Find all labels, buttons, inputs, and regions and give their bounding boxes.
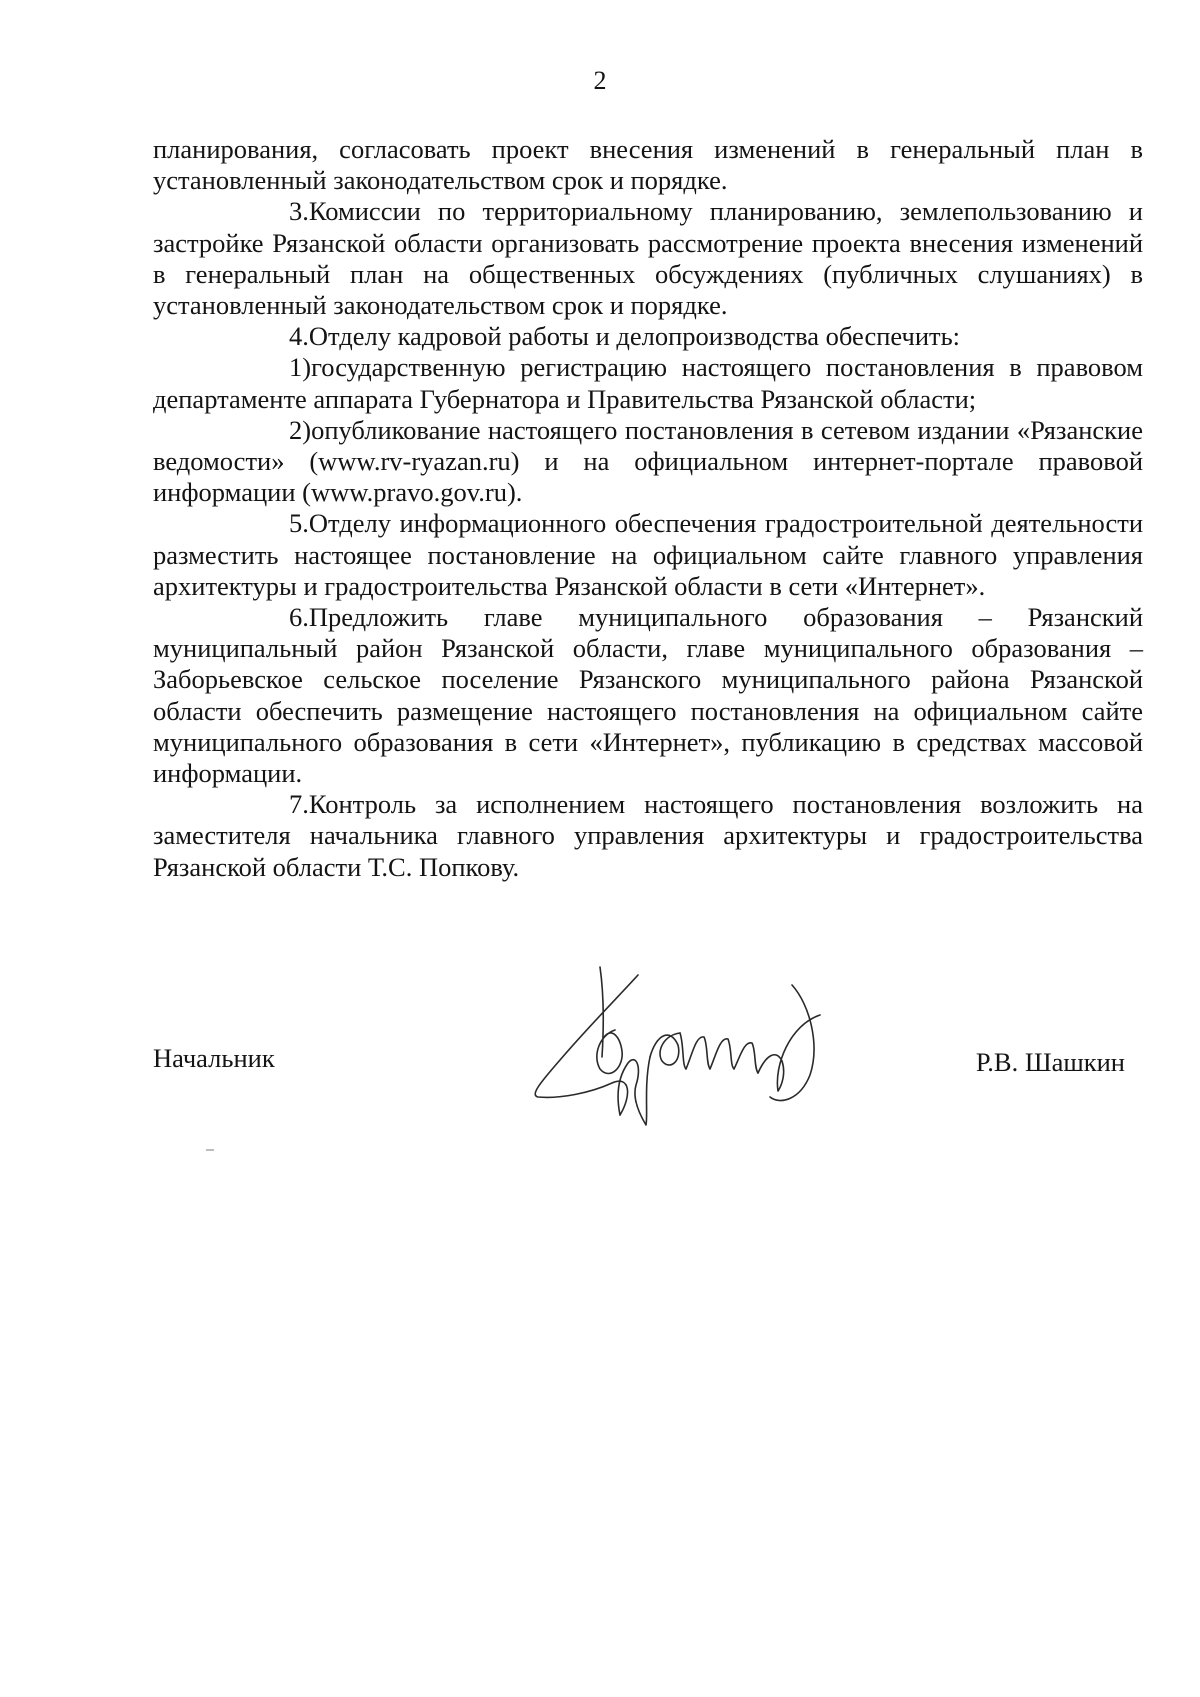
paragraph-text: Предложить главе муниципального образования – Рязанский муниципальный район Рязанской области, главе муниципального образования – Заборьевское сельское поселение Рязанского муниципального района Рязанской области обеспечить размещение настоящего постановления на официальном сайте муниципального образования в сети «Интернет», публикацию в средствах массовой информации.: [153, 602, 1143, 789]
paragraph-item-7: [153, 789, 1143, 883]
item-number: 3.: [289, 196, 309, 227]
paragraph-subitem-1: [153, 352, 1143, 414]
item-number: 1): [289, 352, 312, 383]
paragraph-text: государственную регистрацию настоящего постановления в правовом департаменте аппарата Губернатора и Правительства Рязанской области;: [153, 352, 1143, 414]
signatory-name: Р.В. Шашкин: [975, 1047, 1125, 1077]
paragraph-continuation: [153, 134, 1143, 196]
paragraph-text: Контроль за исполнением настоящего постановления возложить на заместителя начальника главного управления архитектуры и градостроительства Рязанской области Т.С. Попкову.: [153, 789, 1143, 882]
item-number: 5.: [289, 508, 309, 539]
scan-artifact: [206, 1149, 214, 1151]
paragraph-text: планирования, согласовать проект внесения изменений в генеральный план в установленный законодательством срок и порядке.: [153, 134, 1143, 196]
paragraph-item-5: [153, 508, 1143, 602]
paragraph-item-4: [153, 321, 1143, 352]
paragraph-item-3: [153, 196, 1143, 321]
paragraph-text: Комиссии по территориальному планированию, землепользованию и застройке Рязанской области организовать рассмотрение проекта внесения изменений в генеральный план на общественных обсуждениях (публичных слушаниях) в установленный законодательством срок и порядке.: [153, 196, 1143, 321]
paragraph-text: Отделу информационного обеспечения градостроительной деятельности разместить настоящее постановление на официальном сайте главного управления архитектуры и градостроительства Рязанской области в сети «Интернет».: [153, 508, 1143, 601]
paragraph-text: опубликование настоящего постановления в сетевом издании «Рязанские ведомости» (www.rv-ryazan.ru) и на официальном интернет-портале правовой информации (www.pravo.gov.ru).: [153, 414, 1143, 508]
paragraph-text: Отделу кадровой работы и делопроизводства обеспечить:: [308, 321, 961, 352]
item-number: 7.: [289, 789, 309, 820]
item-number: 6.: [289, 602, 309, 633]
item-number: 2): [289, 414, 312, 445]
paragraph-subitem-2: [153, 415, 1143, 509]
document-body: [153, 134, 1143, 883]
handwritten-signature: [520, 965, 850, 1145]
paragraph-item-6: [153, 602, 1143, 789]
item-number: 4.: [289, 321, 309, 352]
signatory-position: Начальник: [153, 1043, 275, 1073]
page-number: 2: [593, 66, 607, 95]
